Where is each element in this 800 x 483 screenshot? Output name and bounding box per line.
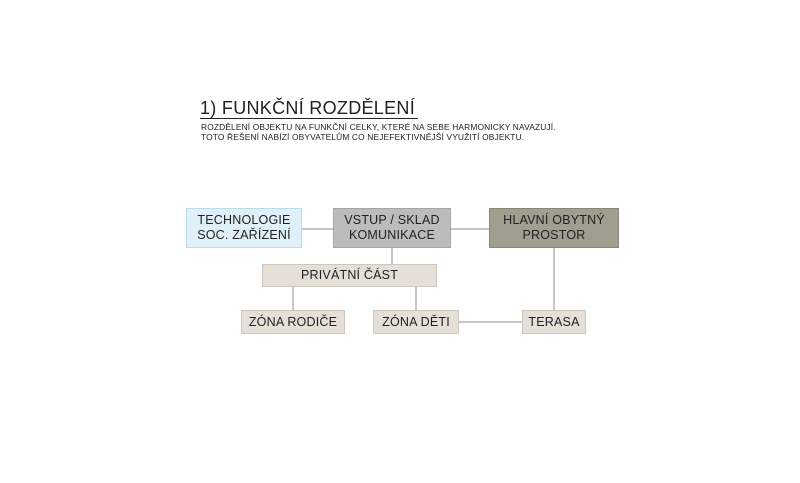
description-line-1: ROZDĚLENÍ OBJEKTU NA FUNKČNÍ CELKY, KTERÉ NA SEBE HARMONICKY NAVAZUJÍ. [201, 122, 556, 132]
node-terasa [522, 310, 586, 334]
node-zona-deti [373, 310, 459, 334]
node-technologie-line2: SOC. ZAŘÍZENÍ [197, 228, 291, 242]
node-hlavni [489, 208, 619, 248]
node-zona-deti-label: ZÓNA DĚTI [382, 314, 450, 329]
node-zona-rodice-label: ZÓNA RODIČE [248, 314, 338, 329]
node-hlavni-line1: HLAVNÍ OBYTNÝ [503, 213, 605, 227]
description-line-2: TOTO ŘEŠENÍ NABÍZÍ OBYVATELŮM CO NEJEFEKTIVNĚJŠÍ VYUŽITÍ OBJEKTU. [201, 132, 525, 142]
node-privatni [262, 264, 437, 287]
page-title: 1) FUNKČNÍ ROZDĚLENÍ [200, 98, 418, 119]
node-vstup-line1: VSTUP / SKLAD [344, 213, 440, 227]
node-terasa-label: TERASA [528, 314, 580, 329]
node-technologie-line1: TECHNOLOGIE [197, 213, 291, 227]
node-vstup [333, 208, 451, 248]
node-privatni-label: PRIVÁTNÍ ČÁST [300, 268, 399, 282]
node-technologie [186, 208, 302, 248]
node-hlavni-line2: PROSTOR [522, 228, 586, 242]
node-vstup-line2: KOMUNIKACE [348, 228, 436, 242]
node-zona-rodice [241, 310, 345, 334]
